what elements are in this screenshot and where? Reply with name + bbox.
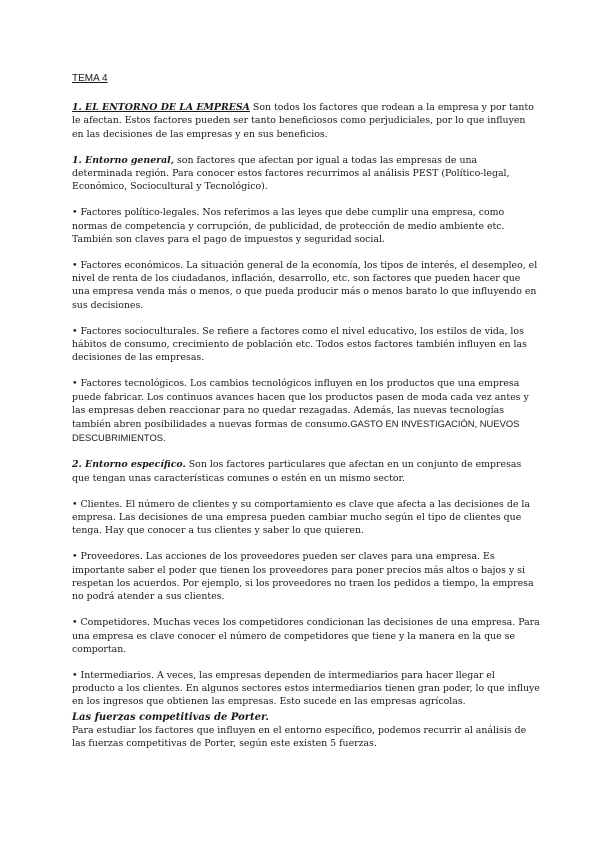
- section-heading: 1. EL ENTORNO DE LA EMPRESA: [72, 102, 250, 114]
- bullet-economicos: • Factores económicos. La situación general de la economía, los tipos de interés, el desempleo, el nivel de renta de los ciudadanos, inflación, desarrollo, etc. son factores que pueden hacer que una empresa venda más o menos, o que pueda producir más o menos barato lo que influyendo en sus decisiones.: [72, 260, 538, 311]
- section-entorno-empresa: [72, 101, 540, 141]
- section-entorno-general: [72, 154, 540, 194]
- bullet-socioculturales: • Factores socioculturales. Se refiere a factores como el nivel educativo, los estilos de vida, los hábitos de consumo, crecimiento de población etc. Todos estos factores también influyen en las decisiones de las empresas.: [72, 325, 527, 364]
- page-title: TEMA 4: [72, 73, 108, 84]
- section-entorno-especifico: [72, 458, 540, 484]
- bullet-text: • Factores tecnológicos. Los cambios tecnológicos influyen en los productos que una empresa puede fabricar. Los continuos avances hacen que los productos pasen de moda cada vez antes y las empresas deben reaccionar para no quedar rezagadas. Además, las nuevas tecnologías también abren posibilidades a nuevas formas de consumo.: [72, 378, 529, 431]
- porter-heading: Las fuerzas competitivas de Porter.: [72, 711, 269, 723]
- bullet-proveedores: • Proveedores. Las acciones de los proveedores pueden ser claves para una empresa. Es importante saber el poder que tienen los proveedores para poner precios más altos o bajos y si respetan los acuerdos. Por ejemplo, si los proveedores no traen los pedidos a tiempo, la empresa no podrá atender a sus clientes.: [72, 551, 534, 603]
- bullet-intermediarios: • Intermediarios. A veces, las empresas dependen de intermediarios para hacer llegar el producto a los clientes. En algunos sectores estos intermediarios tienen gran poder, lo que influye en los ingresos que obtienen las empresas. Esto sucede en las empresas agrícolas.: [72, 669, 540, 708]
- bullet-tecnologicos: [72, 377, 540, 445]
- bullet-emphasis: GASTO EN INVESTIGACIÓN, NUEVOS DESCUBRIMIENTOS.: [72, 418, 520, 444]
- subsection-text: son factores que afectan por igual a todas las empresas de una determinada región. Para conocer estos factores recurrimos al análisis PEST (Político-legal, Económico, Sociocultural y Tecnológico).: [72, 154, 510, 193]
- subsection-heading: 2. Entorno específico.: [72, 459, 186, 471]
- bullet-competidores: • Competidores. Muchas veces los competidores condicionan las decisiones de una empresa. Para una empresa es clave conocer el número de competidores que tiene y la manera en la que se comportan.: [72, 617, 540, 655]
- porter-text: Para estudiar los factores que influyen en el entorno específico, podemos recurrir al análisis de las fuerzas competitivas de Porter, según este existen 5 fuerzas.: [72, 724, 527, 749]
- subsection-heading: 1. Entorno general,: [72, 154, 175, 166]
- bullet-politico-legales: • Factores político-legales. Nos referimos a las leyes que debe cumplir una empresa, como normas de competencia y corrupción, de publicidad, de protección de medio ambiente etc. También son claves para el pago de impuestos y seguridad social.: [72, 207, 505, 245]
- bullet-clientes: • Clientes. El número de clientes y su comportamiento es clave que afecta a las decisiones de la empresa. Las decisiones de una empresa pueden cambiar mucho según el tipo de clientes que tenga. Hay que conocer a tus clientes y saber lo que quieren.: [72, 498, 530, 537]
- section-text: Son todos los factores que rodean a la empresa y por tanto le afectan. Estos factores pueden ser tanto beneficiosos como perjudiciales, por lo que influyen en las decisiones de las empresas y en sus beneficios.: [72, 102, 534, 140]
- subsection-text: Son los factores particulares que afectan en un conjunto de empresas que tengan unas características comunes o estén en un mismo sector.: [72, 459, 522, 484]
